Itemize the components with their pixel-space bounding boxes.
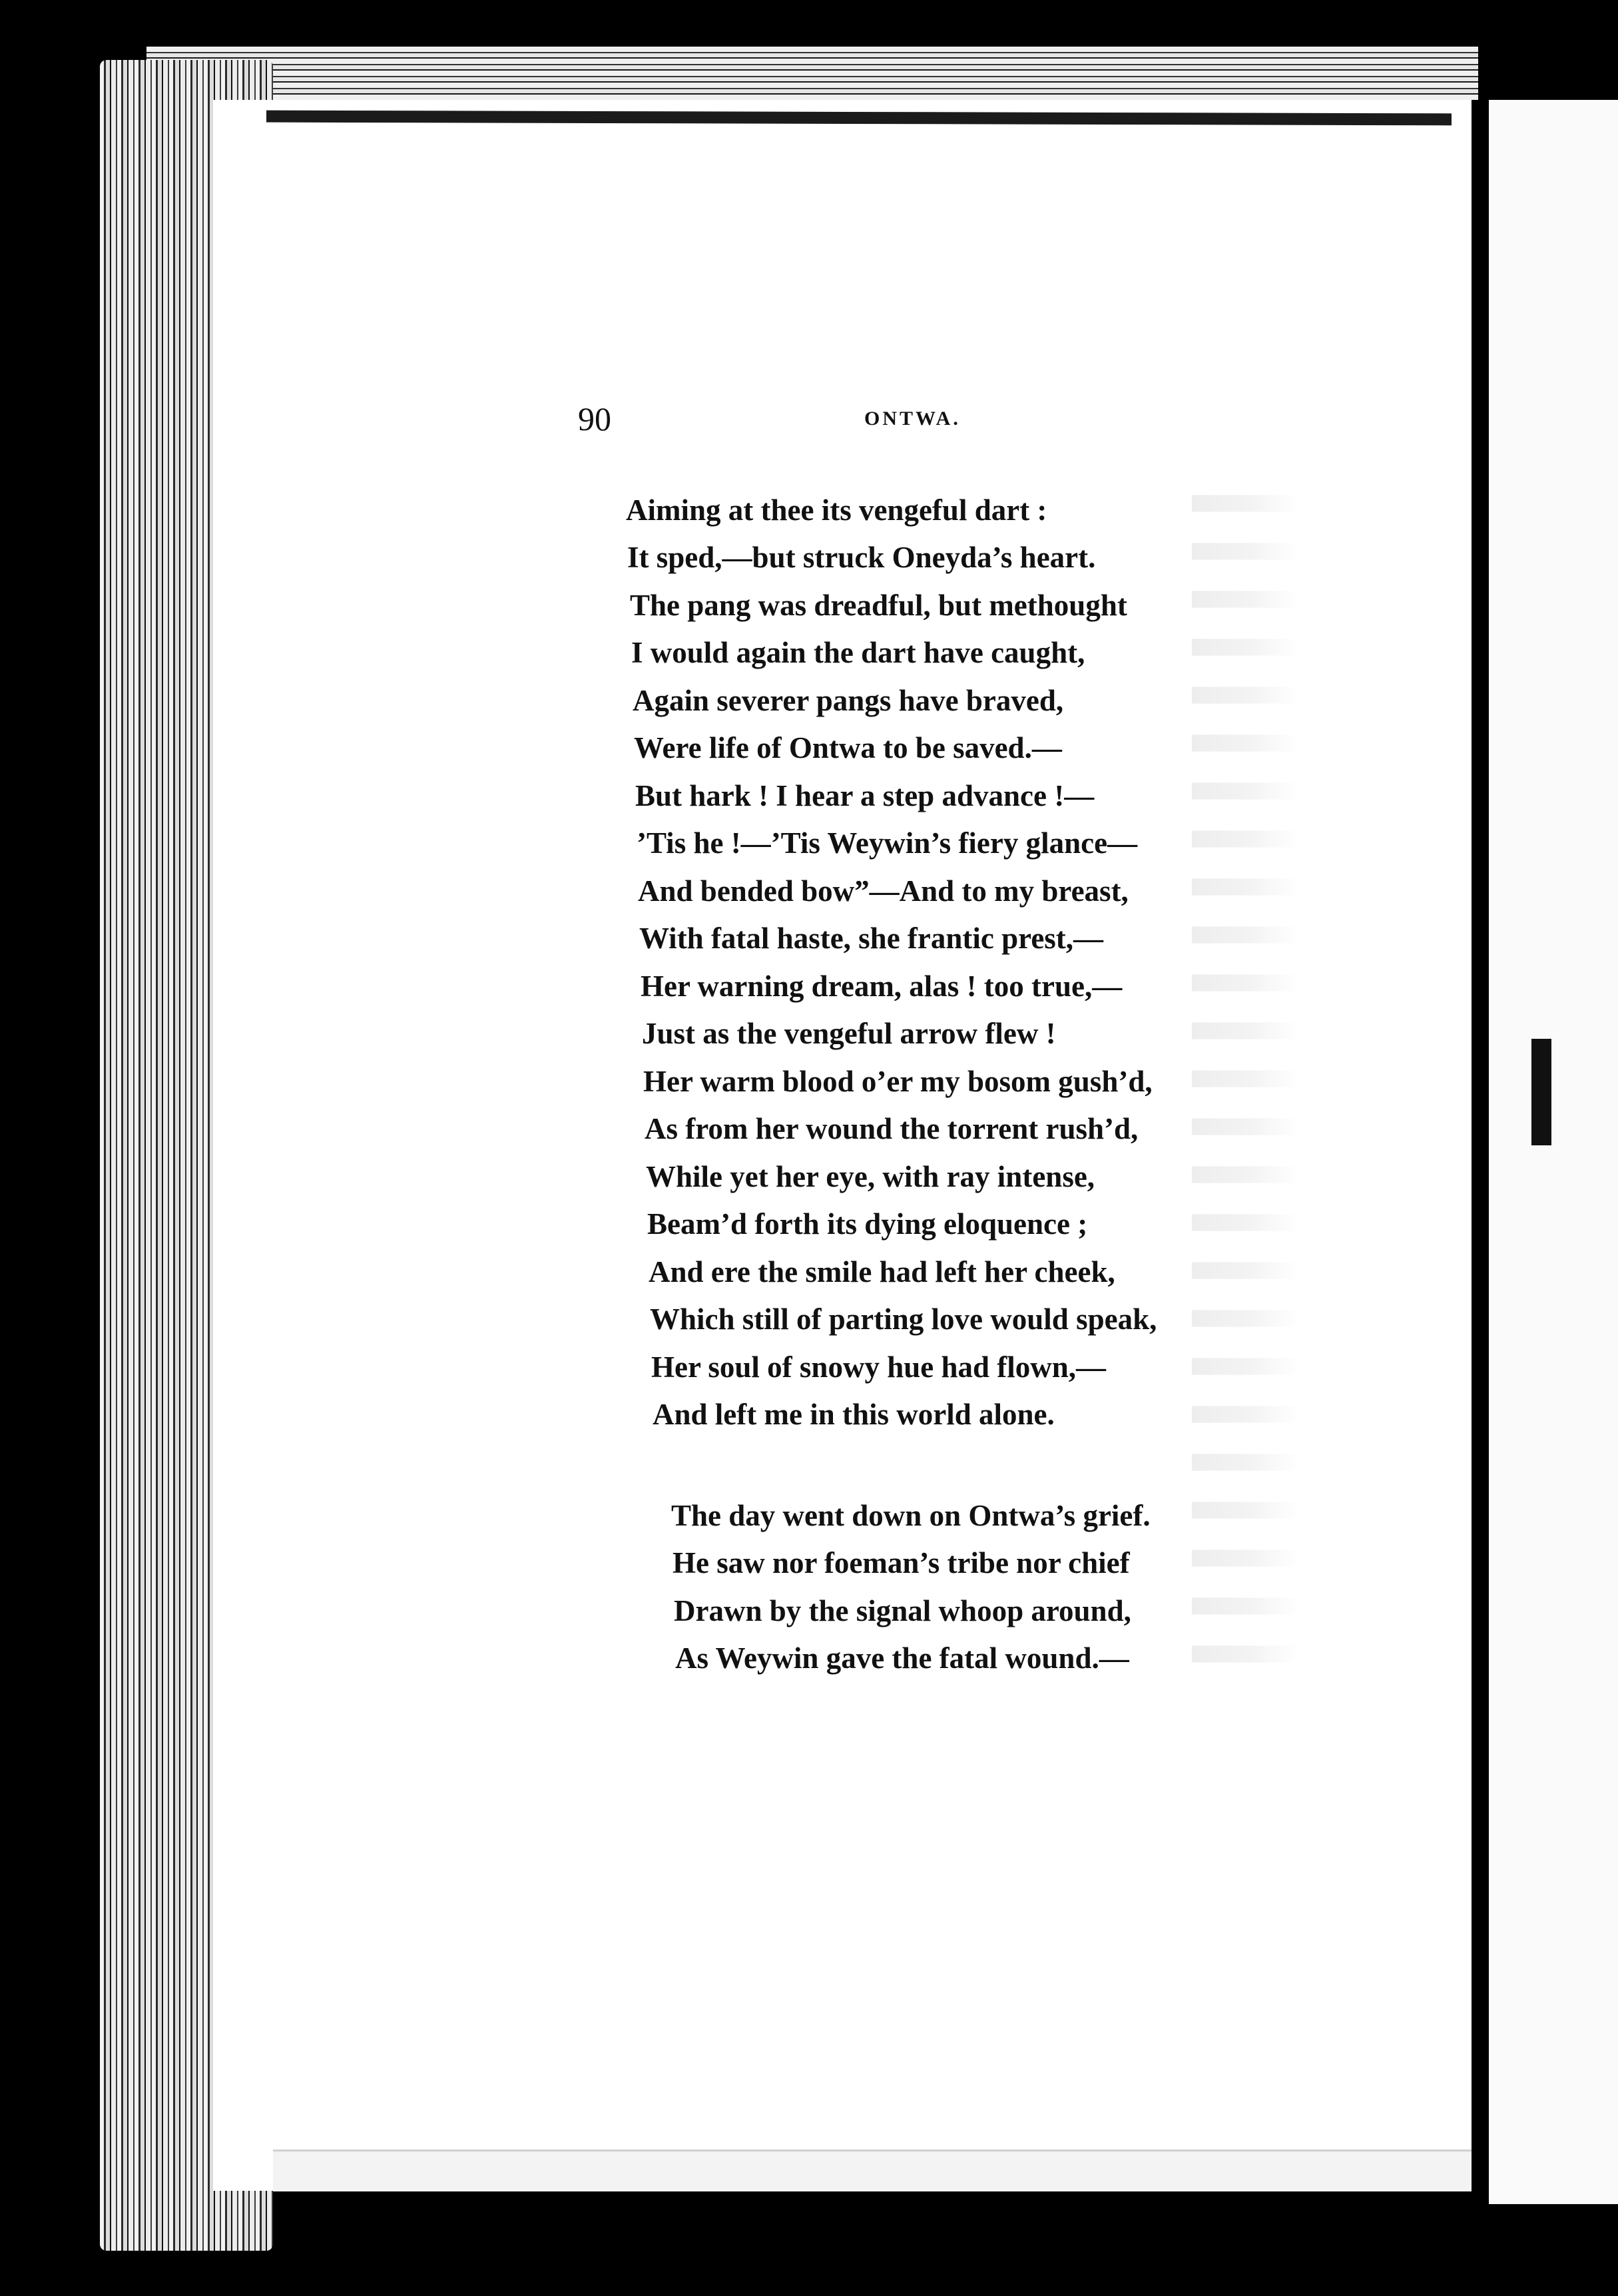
bleed-through-text	[1192, 479, 1338, 1718]
verse-line: Her warning dream, alas ! too true,—	[641, 970, 1123, 1003]
verse-line: With fatal haste, she frantic prest,—	[639, 922, 1104, 955]
verse-line: Aiming at thee its vengeful dart :	[626, 493, 1047, 527]
verse-line: Drawn by the signal whoop around,	[674, 1594, 1131, 1627]
page-edges-top	[146, 47, 1478, 100]
verse-line: I would again the dart have caught,	[631, 636, 1085, 669]
verse-line: But hark ! I hear a step advance !—	[635, 779, 1095, 812]
verse-line: ’Tis he !—’Tis Weywin’s fiery glance—	[637, 826, 1138, 860]
verse-line: While yet her eye, with ray intense,	[646, 1160, 1095, 1193]
verse-line: Again severer pangs have braved,	[633, 684, 1064, 717]
verse-line: It sped,—but struck Oneyda’s heart.	[627, 541, 1096, 574]
verse-line: Her warm blood o’er my bosom gush’d,	[643, 1065, 1153, 1098]
adjacent-page-mark	[1531, 1039, 1551, 1145]
page-number: 90	[578, 400, 611, 437]
running-title: ONTWA.	[864, 408, 961, 430]
page-gutter	[1472, 100, 1489, 2264]
verse-line: He saw nor foeman’s tribe nor chief	[673, 1546, 1130, 1579]
verse-line: And left me in this world alone.	[653, 1398, 1055, 1431]
verse-line: And bended bow”—And to my breast,	[638, 874, 1129, 908]
running-head	[578, 400, 1004, 446]
verse-line: The pang was dreadful, but methought	[630, 589, 1127, 622]
verse-line: As from her wound the torrent rush’d,	[645, 1112, 1139, 1145]
adjacent-page	[1489, 100, 1618, 2204]
verse-line: Beam’d forth its dying eloquence ;	[647, 1207, 1088, 1241]
verse-line: Which still of parting love would speak,	[650, 1302, 1157, 1336]
page-bottom-edge	[273, 2150, 1472, 2191]
verse-line: The day went down on Ontwa’s grief.	[671, 1499, 1151, 1532]
verse-line: Were life of Ontwa to be saved.—	[634, 731, 1062, 764]
verse-line: As Weywin gave the fatal wound.—	[675, 1641, 1129, 1675]
verse-line: Just as the vengeful arrow flew !	[642, 1017, 1056, 1050]
verse-line: Her soul of snowy hue had flown,—	[651, 1350, 1107, 1384]
verse-line: And ere the smile had left her cheek,	[649, 1255, 1115, 1289]
